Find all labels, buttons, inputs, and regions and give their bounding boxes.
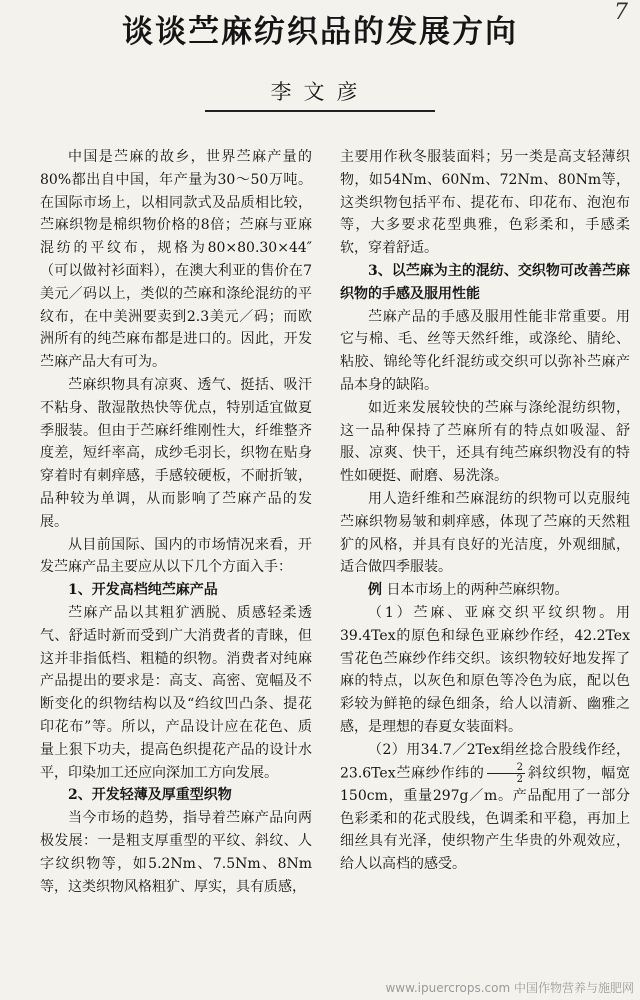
- paragraph-text: （2）用34.7／2Tex绢丝捻合股线作经，23.6Tex苎麻纱作纬的: [340, 741, 630, 782]
- article-title: 谈谈苎麻纺织品的发展方向: [122, 14, 518, 50]
- section-heading: 1、开发高档纯苎麻产品: [68, 582, 218, 599]
- paragraph: 苎麻产品的手感及服用性能非常重要。用它与棉、毛、丝等天然纤维，或涤纶、腈纶、粘胶、锦纶等化纤混纺或交织可以弥补苎麻产品本身的缺陷。: [340, 308, 630, 393]
- example-text: 日本市场上的两种苎麻织物。: [386, 582, 569, 599]
- paragraph-text: 斜纹织物，幅宽150cm，重量297g／m。产品配用了一部分色彩柔和的花式股线，色调柔和平稳，再加上细丝具有光泽，使织物产生华贵的外观效应，给人以高档的感受。: [340, 765, 631, 873]
- left-column: [40, 146, 312, 898]
- fraction-numerator: 2: [487, 762, 525, 774]
- example-line: [340, 579, 630, 602]
- paragraph: 用人造纤维和苎麻混纺的织物可以克服纯苎麻织物易皱和刺痒感，体现了苎麻的天然粗犷的风格，并具有良好的光洁度，外观细腻，适合做四季服装。: [340, 490, 630, 576]
- handwritten-mark: 7: [614, 0, 628, 25]
- paragraph: 中国是苎麻的故乡，世界苎麻产量的80%都出自中国，年产量为30～50万吨。在国际市场上，以相同款式及品质相比较，苎麻织物是棉织物价格的8倍；苎麻与亚麻混纺的平纹布，规格为80×80.30×44″（可以做衬衫面料），在澳大利亚的售价在7美元／码以上，类似的苎麻和涤纶混纺的平纹布，在中美洲要卖到2.3美元／码；而欧洲所有的纯苎麻布都是进口的。因此，开发苎麻产品大有可为。: [40, 149, 312, 371]
- paragraph: [340, 739, 630, 876]
- paragraph: 苎麻产品以其粗犷洒脱、质感轻柔透气、舒适时新而受到广大消费者的青睐，但这并非指低档、粗糙的织物。消费者对纯麻产品提出的要求是：高支、高密、宽幅及不断变化的织物结构以及“绉纹凹凸条、提花印花布”等。所以，产品设计应在花色、质量上狠下功夫，提高色织提花产品的设计水平，印染加工还应向深加工方向发展。: [40, 604, 312, 781]
- right-column: [340, 146, 630, 876]
- paragraph: 苎麻织物具有凉爽、透气、挺括、吸汗不粘身、散湿散热快等优点，特别适宜做夏季服装。但由于苎麻纤维刚性大，纤维整齐度差，短纤率高，成纱毛羽长，织物在贴身穿着时有刺痒感，手感较硬板，不耐折皱，品种较为单调，从而影响了苎麻产品的发展。: [40, 376, 312, 530]
- paragraph: 如近来发展较快的苎麻与涤纶混纺织物，这一品种保持了苎麻所有的特点如吸湿、舒服、凉爽、快干，还具有纯苎麻织物没有的特性如硬挺、耐磨、易洗涤。: [340, 399, 630, 485]
- author-underline: [205, 110, 435, 112]
- paragraph: （1）苎麻、亚麻交织平纹织物。用39.4Tex的原色和绿色亚麻纱作经，42.2Tex雪花色苎麻纱作纬交织。该织物较好地发挥了麻的特点，以灰色和原色等冷色为底，配以色彩较为鲜艳的绿色细条，给人以清新、幽雅之感，是理想的春夏女装面料。: [340, 604, 630, 735]
- section-heading: 2、开发轻薄及厚重型织物: [68, 787, 232, 804]
- site-watermark: www.ipuercrops.com 中国作物营养与施肥网: [385, 981, 634, 995]
- paragraph: 当今市场的趋势，指导着苎麻产品向两极发展：一是粗支厚重型的平纹、斜纹、人字纹织物等，如5.2Nm、7.5Nm、8Nm等，这类织物风格粗犷、厚实，具有质感，: [40, 810, 312, 895]
- fraction-denominator: 2: [516, 773, 523, 785]
- paragraph: 主要用作秋冬服装面料；另一类是高支轻薄织物，如54Nm、60Nm、72Nm、80Nm等，这类织物包括平布、提花布、印花布、泡泡布等，大多要求花型典雅，色彩柔和，手感柔软，穿着舒适。: [340, 149, 630, 257]
- twill-fraction: [487, 762, 525, 785]
- section-heading: 3、以苎麻为主的混纺、交织物可改善苎麻织物的手感及服用性能: [340, 262, 630, 302]
- example-label: 例: [368, 582, 382, 599]
- author-name: 李文彦: [270, 80, 370, 104]
- paragraph: 从目前国际、国内的市场情况来看，开发苎麻产品主要应从以下几个方面入手：: [40, 536, 312, 576]
